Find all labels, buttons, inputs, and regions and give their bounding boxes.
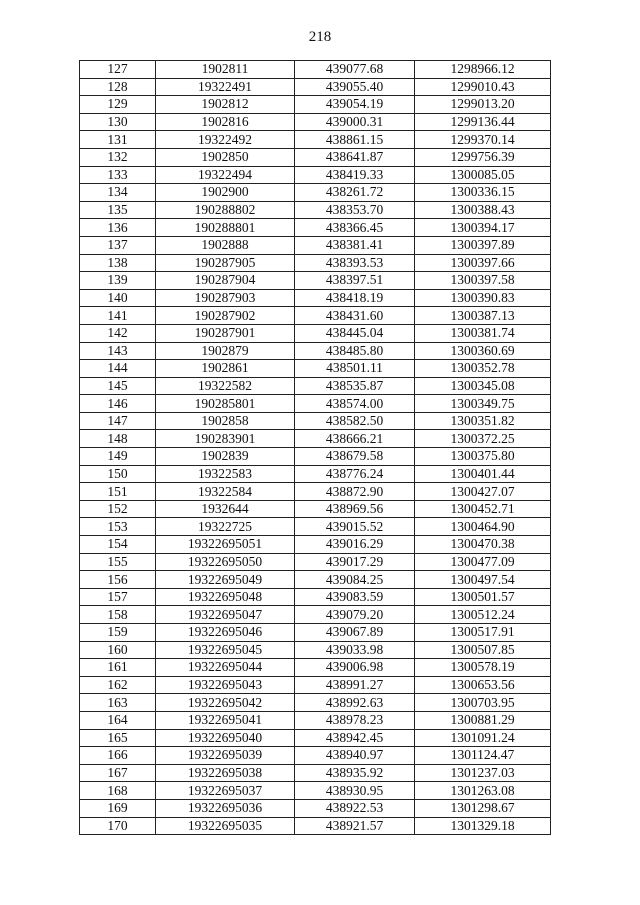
table-row: [80, 764, 551, 782]
point-id-cell: 19322695051: [156, 536, 295, 554]
point-id-cell: 19322695043: [156, 676, 295, 694]
table-row: [80, 553, 551, 571]
point-id-cell: 190285801: [156, 395, 295, 413]
table-row: [80, 676, 551, 694]
table-row: [80, 254, 551, 272]
x-coordinate-cell: 438872.90: [295, 483, 415, 501]
x-coordinate-cell: 439083.59: [295, 588, 415, 606]
row-index-cell: 135: [80, 201, 156, 219]
point-id-cell: 19322695048: [156, 588, 295, 606]
table-row: [80, 148, 551, 166]
y-coordinate-cell: 1300512.24: [415, 606, 551, 624]
row-index-cell: 168: [80, 782, 156, 800]
coordinates-table-body: [80, 61, 551, 835]
point-id-cell: 19322695037: [156, 782, 295, 800]
point-id-cell: 190283901: [156, 430, 295, 448]
y-coordinate-cell: 1300881.29: [415, 711, 551, 729]
row-index-cell: 169: [80, 799, 156, 817]
row-index-cell: 133: [80, 166, 156, 184]
x-coordinate-cell: 438397.51: [295, 272, 415, 290]
y-coordinate-cell: 1300507.85: [415, 641, 551, 659]
x-coordinate-cell: 438574.00: [295, 395, 415, 413]
y-coordinate-cell: 1299370.14: [415, 131, 551, 149]
x-coordinate-cell: 438679.58: [295, 448, 415, 466]
y-coordinate-cell: 1300401.44: [415, 465, 551, 483]
point-id-cell: 19322695041: [156, 711, 295, 729]
y-coordinate-cell: 1300517.91: [415, 624, 551, 642]
x-coordinate-cell: 438992.63: [295, 694, 415, 712]
table-row: [80, 624, 551, 642]
table-row: [80, 782, 551, 800]
x-coordinate-cell: 439054.19: [295, 96, 415, 114]
table-row: [80, 711, 551, 729]
point-id-cell: 1902812: [156, 96, 295, 114]
x-coordinate-cell: 439084.25: [295, 571, 415, 589]
x-coordinate-cell: 438419.33: [295, 166, 415, 184]
point-id-cell: 19322695036: [156, 799, 295, 817]
x-coordinate-cell: 439015.52: [295, 518, 415, 536]
point-id-cell: 19322725: [156, 518, 295, 536]
table-row: [80, 571, 551, 589]
point-id-cell: 1902879: [156, 342, 295, 360]
x-coordinate-cell: 438582.50: [295, 412, 415, 430]
x-coordinate-cell: 439077.68: [295, 61, 415, 79]
table-row: [80, 465, 551, 483]
x-coordinate-cell: 438861.15: [295, 131, 415, 149]
table-row: [80, 307, 551, 325]
table-row: [80, 606, 551, 624]
point-id-cell: 19322695038: [156, 764, 295, 782]
row-index-cell: 134: [80, 184, 156, 202]
y-coordinate-cell: 1300578.19: [415, 659, 551, 677]
row-index-cell: 139: [80, 272, 156, 290]
row-index-cell: 138: [80, 254, 156, 272]
row-index-cell: 154: [80, 536, 156, 554]
y-coordinate-cell: 1300397.89: [415, 236, 551, 254]
x-coordinate-cell: 439033.98: [295, 641, 415, 659]
table-row: [80, 78, 551, 96]
x-coordinate-cell: 438930.95: [295, 782, 415, 800]
point-id-cell: 19322695045: [156, 641, 295, 659]
table-row: [80, 360, 551, 378]
point-id-cell: 1902888: [156, 236, 295, 254]
x-coordinate-cell: 438353.70: [295, 201, 415, 219]
row-index-cell: 150: [80, 465, 156, 483]
row-index-cell: 141: [80, 307, 156, 325]
table-row: [80, 817, 551, 835]
row-index-cell: 161: [80, 659, 156, 677]
table-row: [80, 219, 551, 237]
x-coordinate-cell: 438922.53: [295, 799, 415, 817]
row-index-cell: 170: [80, 817, 156, 835]
y-coordinate-cell: 1299756.39: [415, 148, 551, 166]
row-index-cell: 151: [80, 483, 156, 501]
x-coordinate-cell: 438921.57: [295, 817, 415, 835]
point-id-cell: 19322492: [156, 131, 295, 149]
point-id-cell: 19322582: [156, 377, 295, 395]
point-id-cell: 190287902: [156, 307, 295, 325]
x-coordinate-cell: 438535.87: [295, 377, 415, 395]
point-id-cell: 190288801: [156, 219, 295, 237]
point-id-cell: 19322695039: [156, 747, 295, 765]
point-id-cell: 1902858: [156, 412, 295, 430]
point-id-cell: 19322695047: [156, 606, 295, 624]
x-coordinate-cell: 438666.21: [295, 430, 415, 448]
point-id-cell: 19322583: [156, 465, 295, 483]
point-id-cell: 1902811: [156, 61, 295, 79]
y-coordinate-cell: 1301237.03: [415, 764, 551, 782]
point-id-cell: 1902850: [156, 148, 295, 166]
y-coordinate-cell: 1300394.17: [415, 219, 551, 237]
table-row: [80, 166, 551, 184]
table-row: [80, 536, 551, 554]
table-row: [80, 184, 551, 202]
row-index-cell: 149: [80, 448, 156, 466]
x-coordinate-cell: 439067.89: [295, 624, 415, 642]
row-index-cell: 157: [80, 588, 156, 606]
point-id-cell: 19322494: [156, 166, 295, 184]
y-coordinate-cell: 1300653.56: [415, 676, 551, 694]
y-coordinate-cell: 1300349.75: [415, 395, 551, 413]
row-index-cell: 132: [80, 148, 156, 166]
table-row: [80, 483, 551, 501]
table-row: [80, 377, 551, 395]
point-id-cell: 19322695046: [156, 624, 295, 642]
x-coordinate-cell: 439055.40: [295, 78, 415, 96]
row-index-cell: 155: [80, 553, 156, 571]
point-id-cell: 1902839: [156, 448, 295, 466]
table-row: [80, 324, 551, 342]
row-index-cell: 163: [80, 694, 156, 712]
row-index-cell: 136: [80, 219, 156, 237]
row-index-cell: 147: [80, 412, 156, 430]
table-row: [80, 747, 551, 765]
y-coordinate-cell: 1300372.25: [415, 430, 551, 448]
x-coordinate-cell: 439016.29: [295, 536, 415, 554]
table-row: [80, 729, 551, 747]
table-row: [80, 659, 551, 677]
point-id-cell: 19322695040: [156, 729, 295, 747]
y-coordinate-cell: 1299013.20: [415, 96, 551, 114]
point-id-cell: 19322695044: [156, 659, 295, 677]
row-index-cell: 130: [80, 113, 156, 131]
x-coordinate-cell: 438776.24: [295, 465, 415, 483]
y-coordinate-cell: 1300387.13: [415, 307, 551, 325]
table-row: [80, 500, 551, 518]
table-row: [80, 289, 551, 307]
row-index-cell: 160: [80, 641, 156, 659]
table-row: [80, 395, 551, 413]
y-coordinate-cell: 1300427.07: [415, 483, 551, 501]
x-coordinate-cell: 438418.19: [295, 289, 415, 307]
row-index-cell: 129: [80, 96, 156, 114]
table-row: [80, 96, 551, 114]
x-coordinate-cell: 438445.04: [295, 324, 415, 342]
table-row: [80, 272, 551, 290]
table-row: [80, 588, 551, 606]
x-coordinate-cell: 439006.98: [295, 659, 415, 677]
point-id-cell: 190287905: [156, 254, 295, 272]
table-row: [80, 694, 551, 712]
y-coordinate-cell: 1300703.95: [415, 694, 551, 712]
row-index-cell: 145: [80, 377, 156, 395]
row-index-cell: 142: [80, 324, 156, 342]
y-coordinate-cell: 1300085.05: [415, 166, 551, 184]
point-id-cell: 19322695049: [156, 571, 295, 589]
row-index-cell: 158: [80, 606, 156, 624]
table-row: [80, 518, 551, 536]
y-coordinate-cell: 1300397.58: [415, 272, 551, 290]
row-index-cell: 137: [80, 236, 156, 254]
row-index-cell: 164: [80, 711, 156, 729]
coordinates-table-container: [79, 60, 550, 835]
x-coordinate-cell: 438393.53: [295, 254, 415, 272]
table-row: [80, 448, 551, 466]
table-row: [80, 430, 551, 448]
x-coordinate-cell: 438935.92: [295, 764, 415, 782]
x-coordinate-cell: 439079.20: [295, 606, 415, 624]
y-coordinate-cell: 1300497.54: [415, 571, 551, 589]
row-index-cell: 128: [80, 78, 156, 96]
x-coordinate-cell: 438991.27: [295, 676, 415, 694]
y-coordinate-cell: 1300345.08: [415, 377, 551, 395]
row-index-cell: 159: [80, 624, 156, 642]
x-coordinate-cell: 438942.45: [295, 729, 415, 747]
x-coordinate-cell: 438501.11: [295, 360, 415, 378]
row-index-cell: 143: [80, 342, 156, 360]
row-index-cell: 167: [80, 764, 156, 782]
y-coordinate-cell: 1300381.74: [415, 324, 551, 342]
x-coordinate-cell: 439000.31: [295, 113, 415, 131]
row-index-cell: 153: [80, 518, 156, 536]
point-id-cell: 190288802: [156, 201, 295, 219]
point-id-cell: 19322695035: [156, 817, 295, 835]
point-id-cell: 19322491: [156, 78, 295, 96]
y-coordinate-cell: 1301124.47: [415, 747, 551, 765]
x-coordinate-cell: 438969.56: [295, 500, 415, 518]
row-index-cell: 162: [80, 676, 156, 694]
x-coordinate-cell: 438366.45: [295, 219, 415, 237]
point-id-cell: 190287904: [156, 272, 295, 290]
y-coordinate-cell: 1298966.12: [415, 61, 551, 79]
point-id-cell: 1932644: [156, 500, 295, 518]
row-index-cell: 127: [80, 61, 156, 79]
table-row: [80, 236, 551, 254]
y-coordinate-cell: 1300351.82: [415, 412, 551, 430]
y-coordinate-cell: 1300397.66: [415, 254, 551, 272]
row-index-cell: 166: [80, 747, 156, 765]
y-coordinate-cell: 1300470.38: [415, 536, 551, 554]
point-id-cell: 190287901: [156, 324, 295, 342]
y-coordinate-cell: 1300360.69: [415, 342, 551, 360]
row-index-cell: 144: [80, 360, 156, 378]
page-number: 218: [308, 29, 332, 45]
x-coordinate-cell: 438641.87: [295, 148, 415, 166]
coordinates-table: [79, 60, 551, 835]
row-index-cell: 131: [80, 131, 156, 149]
table-row: [80, 131, 551, 149]
point-id-cell: 19322695050: [156, 553, 295, 571]
row-index-cell: 146: [80, 395, 156, 413]
y-coordinate-cell: 1300336.15: [415, 184, 551, 202]
row-index-cell: 152: [80, 500, 156, 518]
x-coordinate-cell: 438381.41: [295, 236, 415, 254]
x-coordinate-cell: 438261.72: [295, 184, 415, 202]
x-coordinate-cell: 439017.29: [295, 553, 415, 571]
y-coordinate-cell: 1300452.71: [415, 500, 551, 518]
row-index-cell: 156: [80, 571, 156, 589]
row-index-cell: 140: [80, 289, 156, 307]
y-coordinate-cell: 1300352.78: [415, 360, 551, 378]
x-coordinate-cell: 438485.80: [295, 342, 415, 360]
y-coordinate-cell: 1300477.09: [415, 553, 551, 571]
table-row: [80, 412, 551, 430]
y-coordinate-cell: 1301263.08: [415, 782, 551, 800]
y-coordinate-cell: 1300464.90: [415, 518, 551, 536]
point-id-cell: 190287903: [156, 289, 295, 307]
row-index-cell: 165: [80, 729, 156, 747]
table-row: [80, 799, 551, 817]
x-coordinate-cell: 438431.60: [295, 307, 415, 325]
point-id-cell: 1902816: [156, 113, 295, 131]
point-id-cell: 1902861: [156, 360, 295, 378]
table-row: [80, 342, 551, 360]
x-coordinate-cell: 438940.97: [295, 747, 415, 765]
y-coordinate-cell: 1300501.57: [415, 588, 551, 606]
y-coordinate-cell: 1299136.44: [415, 113, 551, 131]
y-coordinate-cell: 1301298.67: [415, 799, 551, 817]
table-row: [80, 61, 551, 79]
table-row: [80, 641, 551, 659]
y-coordinate-cell: 1301329.18: [415, 817, 551, 835]
point-id-cell: 19322695042: [156, 694, 295, 712]
point-id-cell: 19322584: [156, 483, 295, 501]
table-row: [80, 201, 551, 219]
row-index-cell: 148: [80, 430, 156, 448]
y-coordinate-cell: 1299010.43: [415, 78, 551, 96]
y-coordinate-cell: 1301091.24: [415, 729, 551, 747]
table-row: [80, 113, 551, 131]
point-id-cell: 1902900: [156, 184, 295, 202]
x-coordinate-cell: 438978.23: [295, 711, 415, 729]
y-coordinate-cell: 1300388.43: [415, 201, 551, 219]
y-coordinate-cell: 1300375.80: [415, 448, 551, 466]
y-coordinate-cell: 1300390.83: [415, 289, 551, 307]
